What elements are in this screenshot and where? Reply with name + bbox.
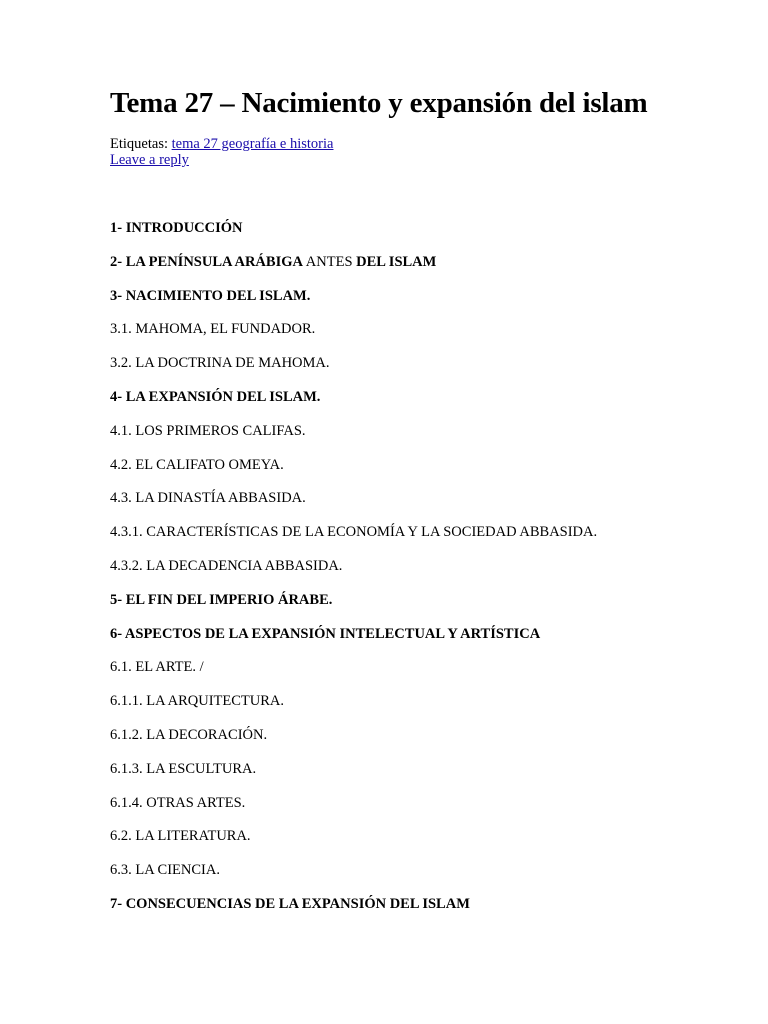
toc-item: 4.1. LOS PRIMEROS CALIFAS. xyxy=(110,422,306,439)
toc-item: 6.2. LA LITERATURA. xyxy=(110,828,251,845)
reply-line xyxy=(110,152,730,168)
toc-item: 4.3.1. CARACTERÍSTICAS DE LA ECONOMÍA Y LA SOCIEDAD ABBASIDA. xyxy=(110,524,598,541)
toc-item: 1- INTRODUCCIÓN xyxy=(110,220,243,236)
toc-item: 3- NACIMIENTO DEL ISLAM. xyxy=(110,287,311,304)
toc-item: 3.2. LA DOCTRINA DE MAHOMA. xyxy=(110,355,330,372)
toc-item: 6.3. LA CIENCIA. xyxy=(110,862,220,879)
tags-label: Etiquetas: xyxy=(110,136,168,152)
page-title: Tema 27 – Nacimiento y expansión del islam xyxy=(110,87,648,119)
table-of-contents xyxy=(110,218,750,928)
toc-item: 2- LA PENÍNSULA ARÁBIGA ANTES DEL ISLAM xyxy=(110,253,437,270)
toc-item: 5- EL FIN DEL IMPERIO ÁRABE. xyxy=(110,591,333,608)
toc-item: 6- ASPECTOS DE LA EXPANSIÓN INTELECTUAL Y ARTÍSTICA xyxy=(110,625,541,642)
toc-item: 7- CONSECUENCIAS DE LA EXPANSIÓN DEL ISLAM xyxy=(110,895,470,912)
toc-item: 4.2. EL CALIFATO OMEYA. xyxy=(110,456,284,473)
post-meta xyxy=(110,136,730,168)
leave-reply-link[interactable]: Leave a reply xyxy=(110,152,189,168)
toc-item: 6.1.3. LA ESCULTURA. xyxy=(110,760,257,777)
tags-line xyxy=(110,136,730,152)
toc-item: 4.3. LA DINASTÍA ABBASIDA. xyxy=(110,490,306,507)
tag-link[interactable]: tema 27 geografía e historia xyxy=(171,136,334,152)
toc-item: 6.1.1. LA ARQUITECTURA. xyxy=(110,693,284,710)
toc-item: 6.1.4. OTRAS ARTES. xyxy=(110,794,246,811)
article-header xyxy=(110,86,730,168)
toc-item: 6.1. EL ARTE. / xyxy=(110,659,204,676)
toc-item: 3.1. MAHOMA, EL FUNDADOR. xyxy=(110,321,316,338)
toc-item: 4- LA EXPANSIÓN DEL ISLAM. xyxy=(110,388,321,405)
toc-item: 6.1.2. LA DECORACIÓN. xyxy=(110,726,268,743)
toc-item: 4.3.2. LA DECADENCIA ABBASIDA. xyxy=(110,557,343,574)
